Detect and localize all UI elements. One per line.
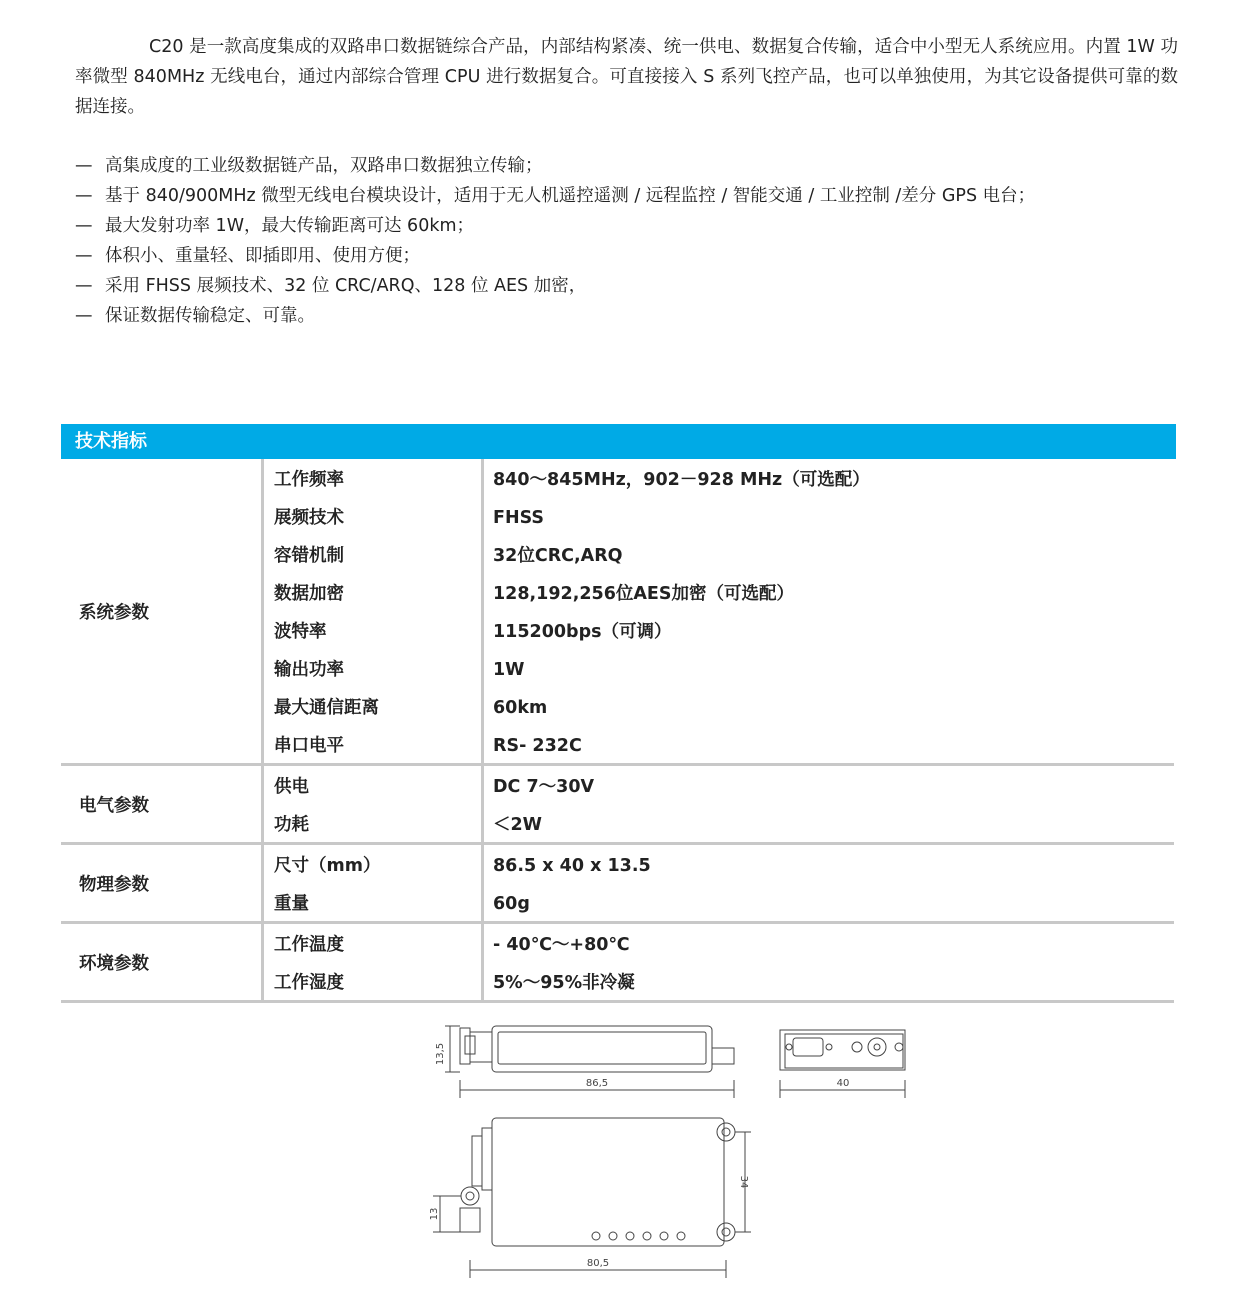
table-row: [61, 845, 1174, 883]
spec-value: DC 7～30V: [493, 777, 595, 797]
list-dash: —: [75, 276, 93, 296]
spec-table: [61, 459, 1174, 1003]
spec-section-header: 技术指标: [61, 424, 1176, 459]
spec-key: 工作温度: [274, 935, 344, 955]
spec-key: 容错机制: [274, 546, 344, 566]
spec-key: 工作湿度: [274, 973, 344, 993]
table-row: [61, 725, 1174, 763]
spec-key: 数据加密: [274, 584, 344, 604]
spec-key: 展频技术: [274, 508, 344, 528]
spec-value: 128,192,256位AES加密（可选配）: [493, 584, 794, 604]
group-name: 电气参数: [79, 795, 149, 816]
list-item: — 最大发射功率 1W，最大传输距离可达 60km；: [75, 211, 1035, 241]
list-dash: —: [75, 216, 93, 236]
spec-key: 波特率: [274, 622, 327, 642]
table-row: [61, 962, 1174, 1000]
list-dash: —: [75, 156, 93, 176]
spec-key: 供电: [274, 777, 309, 797]
intro-paragraph: [75, 32, 1178, 122]
dim-label: 80,5: [586, 1258, 610, 1269]
dim-label: 13: [429, 1207, 440, 1221]
spec-value: 60km: [493, 698, 548, 718]
table-row: [61, 535, 1174, 573]
table-row: [61, 924, 1174, 962]
group-name: 环境参数: [79, 953, 149, 974]
spec-key: 最大通信距离: [274, 698, 379, 718]
table-row: [61, 766, 1174, 804]
spec-value: 5%～95%非冷凝: [493, 973, 635, 993]
dim-label: 34: [738, 1175, 749, 1189]
spec-key: 工作频率: [274, 470, 344, 490]
spec-value: FHSS: [493, 508, 545, 528]
table-row: [61, 687, 1174, 725]
spec-group-system: [61, 459, 1174, 766]
spec-value: 60g: [493, 894, 530, 914]
spec-key: 尺寸（mm）: [274, 856, 381, 876]
group-name: 系统参数: [79, 602, 149, 623]
dim-label: 40: [836, 1078, 850, 1089]
feature-list: [75, 151, 1035, 331]
spec-key: 功耗: [274, 815, 309, 835]
spec-key: 重量: [274, 894, 309, 914]
spec-value: 32位CRC,ARQ: [493, 546, 623, 566]
top-view-drawing: [433, 1118, 751, 1278]
spec-group-environment: [61, 924, 1174, 1003]
table-row: [61, 573, 1174, 611]
dimension-drawings: [425, 1010, 915, 1290]
table-row: [61, 883, 1174, 921]
dim-label: 13,5: [435, 1042, 446, 1066]
spec-value: ＜2W: [493, 815, 542, 835]
table-row: [61, 611, 1174, 649]
group-name: 物理参数: [79, 874, 149, 895]
spec-value: 840～845MHz，902－928 MHz（可选配）: [493, 470, 870, 490]
list-item: — 基于 840/900MHz 微型无线电台模块设计，适用于无人机遥控遥测 / 远程监控 / 智能交通 / 工业控制 /差分 GPS 电台；: [75, 181, 1035, 211]
spec-key: 输出功率: [274, 660, 344, 680]
table-row: [61, 804, 1174, 842]
list-dash: —: [75, 246, 93, 266]
spec-group-physical: [61, 845, 1174, 924]
spec-value: 1W: [493, 660, 525, 680]
table-row: [61, 649, 1174, 687]
spec-value: 86.5 x 40 x 13.5: [493, 856, 651, 876]
spec-key: 串口电平: [274, 736, 344, 756]
intro-text: C20 是一款高度集成的双路串口数据链综合产品，内部结构紧凑、统一供电、数据复合传输，适合中小型无人系统应用。内置 1W 功率微型 840MHz 无线电台，通过内部综合管理 CPU 进行数据复合。可直接接入 S 系列飞控产品，也可以单独使用，为其它设备提供可靠的数据连接。: [75, 37, 1178, 117]
spec-value: 115200bps（可调）: [493, 622, 672, 642]
list-item: — 采用 FHSS 展频技术、32 位 CRC/ARQ、128 位 AES 加密，: [75, 271, 1035, 301]
spec-value: - 40℃～+80℃: [493, 935, 630, 955]
spec-group-electrical: [61, 766, 1174, 845]
spec-value: RS- 232C: [493, 736, 582, 756]
list-item: — 高集成度的工业级数据链产品，双路串口数据独立传输；: [75, 151, 1035, 181]
table-row: [61, 459, 1174, 497]
list-dash: —: [75, 186, 93, 206]
dim-label: 86,5: [585, 1078, 609, 1089]
table-row: [61, 497, 1174, 535]
list-item: — 保证数据传输稳定、可靠。: [75, 301, 1035, 331]
list-item: — 体积小、重量轻、即插即用、使用方便；: [75, 241, 1035, 271]
list-dash: —: [75, 306, 93, 326]
